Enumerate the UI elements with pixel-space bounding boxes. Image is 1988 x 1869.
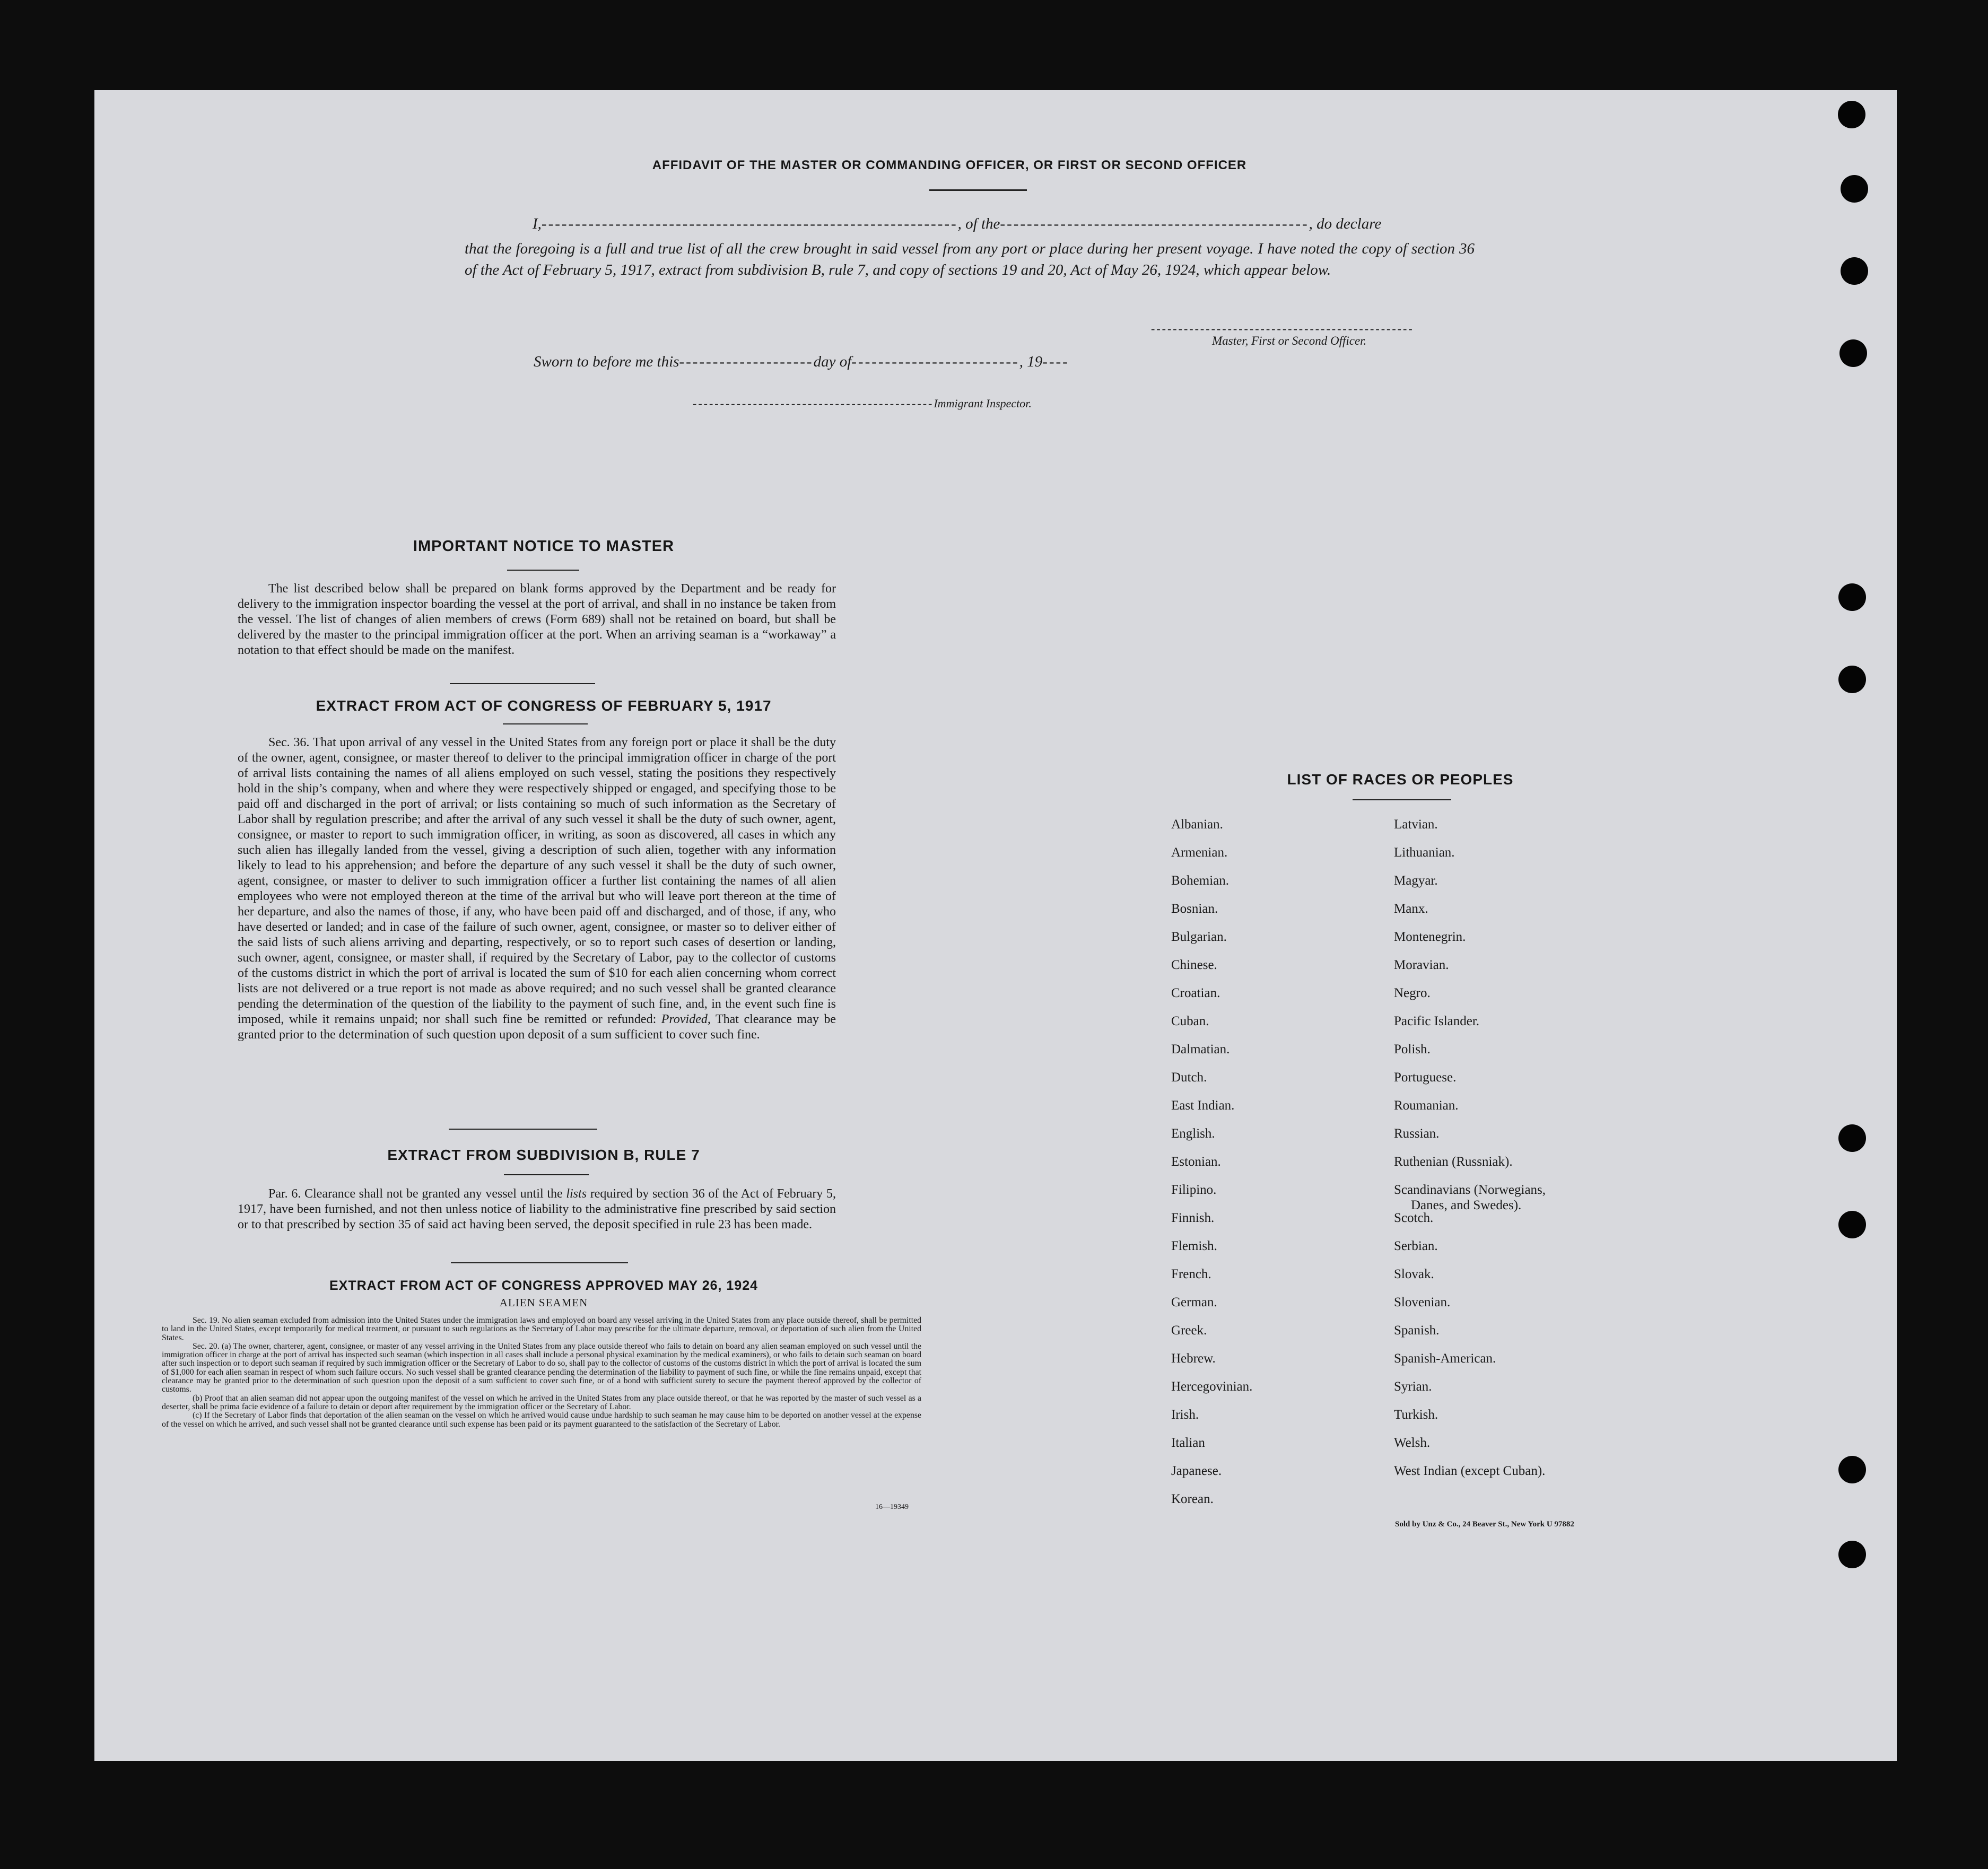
sec-19-text: No alien seaman excluded from admission into the United States under the immigration laws and employed on board any vessel arriving in the United States from any place outside thereof, shall be permitted to land in the United States, except temporarily for medical treatment, or pursuant to such regulations as the Secretary of Labor may prescribe for the ultimate departure, removal, or deportation of such alien from the United States. [162,1316,922,1342]
races-underline [1353,799,1451,800]
race-item: Slovenian. [1394,1295,1451,1309]
vessel-name-blank[interactable]: ---------------------------------------------- [1000,215,1309,232]
binder-hole-9 [1838,1456,1866,1483]
race-item: Japanese. [1171,1464,1222,1478]
race-item: Croatian. [1171,986,1220,1000]
rule-7-body [238,1186,836,1233]
rule-7-text-b: required by section 36 of the Act of February 5, 1917, have been furnished, and not then unless notice of liability to the administrative fine prescribed by said section or to that prescribed by section 35 of said act having been served, the deposit specified in rule 23 has been made. [238,1187,836,1232]
alien-seamen-subtitle: ALIEN SEAMEN [499,1296,588,1309]
sec-36-tail: That clearance may be granted prior to the determination of such question upon deposit of a sum sufficient to cover such fine. [238,1012,836,1042]
race-item: Spanish-American. [1394,1351,1496,1366]
sworn-month-blank[interactable]: ------------------------- [851,353,1019,370]
sworn-label: Sworn to before me this [534,353,679,370]
notice-divider [450,683,595,684]
race-item: Finnish. [1171,1211,1215,1225]
rule-7-divider [451,1262,628,1263]
sec-36-text: That upon arrival of any vessel in the United States from any foreign port or place it shall be the duty of the owner, agent, consignee, or master thereof to deliver to the principal immigration officer in charge of the port of arrival lists containing the names of all aliens employed on such vessel, stating the positions they respectively hold in the ship’s company, when and where they were respectively shipped or engaged, and specifying those to be paid off and discharged in the port of arrival; or lists containing so much of such information as the Secretary of Labor shall by regulation prescribe; and after the arrival of any such vessel it shall be the duty of such owner, agent, consignee, or master to report to such immigration officer, in writing, as soon as discovered, all cases in which any such alien has illegally landed from the vessel, giving a description of such alien, together with any information likely to lead to his apprehension; and before the departure of any such vessel it shall be the duty of such owner, agent, consignee, or master to deliver to such immigration officer a further list containing the names of all alien employees who were not employed thereon at the time of the arrival but who will leave port thereon at the time of her departure, and also the names of those, if any, who have been paid off and discharged, and of those, if any, who have deserted or landed; and in case of the failure of such owner, agent, consignee, or master so to deliver either of the said lists of such aliens arriving and departing, respectively, or so to report such cases of desertion or landing, such owner, agent, consignee, or master shall, if required by the Secretary of Labor, pay to the collector of customs of the customs district in which the port of arrival is located the sum of $10 for each alien concerning whom correct lists are not delivered or a true report is not made as above required; and no such vessel shall be granted clearance pending the determination of the question of the liability to the payment of such fine, and, in the event such fine is imposed, while it remains unpaid; nor shall such fine be remitted or refunded: [238,736,836,1026]
race-item: Serbian. [1394,1239,1438,1253]
race-item: Ruthenian (Russniak). [1394,1155,1513,1169]
extract-1917-underline [503,723,588,724]
race-item: Negro. [1394,986,1431,1000]
rule-7-title: EXTRACT FROM SUBDIVISION B, RULE 7 [387,1147,700,1163]
binder-hole-7 [1838,1124,1866,1152]
day-of-label: day of [813,353,852,370]
binder-hole-1 [1838,101,1865,128]
affidavit-title: AFFIDAVIT OF THE MASTER OR COMMANDING OFFICER, OR FIRST OR SECOND OFFICER [652,158,1247,172]
extract-1917-body [238,735,836,1043]
title-underline [929,189,1027,191]
extract-1917-divider [449,1129,597,1130]
race-item: Chinese. [1171,958,1217,972]
race-item: Lithuanian. [1394,845,1455,860]
of-the-label: , of the [957,215,1000,232]
declarant-name-blank[interactable]: -------------------------------------------------------------- [541,215,958,232]
race-item: German. [1171,1295,1217,1309]
race-item: English. [1171,1126,1215,1141]
race-item: Portuguese. [1394,1070,1457,1085]
binder-hole-8 [1838,1211,1866,1238]
binder-hole-10 [1838,1541,1866,1568]
race-item: Moravian. [1394,958,1449,972]
races-title: LIST OF RACES OR PEOPLES [1287,771,1514,788]
race-item: Albanian. [1171,817,1223,832]
race-item: Hebrew. [1171,1351,1216,1366]
race-item: East Indian. [1171,1098,1235,1113]
printer-imprint: Sold by Unz & Co., 24 Beaver St., New York U 97882 [1395,1520,1574,1529]
rule-7-text-a: Clearance shall not be granted any vessel until the [304,1187,563,1201]
sec-20a-text: (a) The owner, charterer, agent, consignee, or master of any vessel arriving in the United States from any place outside thereof who fails to detain on board any alien seaman employed on such vessel until the immigration officer in charge at the port of arrival has inspected such seaman (which inspection in all cases shall include a personal physical examination by the medical examiners), or who fails to detain such seaman on board after such inspection or to deport such seaman if required by such immigration officer or the Secretary of Labor to do so, shall pay to the collector of customs of the customs district in which the port of arrival is located the sum of $1,000 for each alien seaman in respect of whom such failure occurs. No such vessel shall be granted clearance pending the determination of the liability to payment of such fine, or while the fine remains unpaid, except that clearance may be granted prior to the determination of such question upon the deposit of a sum sufficient to cover such fine, or of a bond with sufficient surety to secure the payment thereof approved by the collector of customs. [162,1341,921,1394]
race-item: Pacific Islander. [1394,1014,1480,1028]
race-item: Cuban. [1171,1014,1209,1028]
race-item: Welsh. [1394,1436,1431,1450]
race-item: Scotch. [1394,1211,1434,1225]
binder-hole-5 [1838,583,1866,611]
sec-19-label: Sec. 19. [193,1316,220,1325]
binder-hole-3 [1841,257,1868,285]
race-item: Dalmatian. [1171,1042,1230,1056]
inspector-line [693,397,1032,411]
race-item: Estonian. [1171,1155,1221,1169]
year-prefix: , 19 [1019,353,1043,370]
binder-hole-4 [1839,339,1867,367]
race-item: Scandinavians (Norwegians, [1394,1183,1546,1197]
race-item: Filipino. [1171,1183,1217,1197]
race-item: Roumanian. [1394,1098,1459,1113]
binder-hole-2 [1841,175,1868,203]
rule-7-underline [504,1174,589,1175]
race-item: Armenian. [1171,845,1228,860]
lists-word: lists [566,1187,587,1201]
race-item: Montenegrin. [1394,930,1466,944]
race-item: Latvian. [1394,817,1438,832]
declaration-line [533,215,1477,233]
provided-word: Provided, [661,1012,711,1026]
race-item: Korean. [1171,1492,1214,1506]
race-item: Slovak. [1394,1267,1434,1281]
declarant-prefix: I, [533,215,542,232]
sworn-line [534,353,1069,371]
inspector-label: Immigrant Inspector. [934,397,1032,410]
race-item: Russian. [1394,1126,1440,1141]
par-6-label: Par. 6. [268,1187,301,1201]
race-item: Polish. [1394,1042,1431,1056]
inspector-signature-blank[interactable]: -------------------------------------------- [693,397,934,410]
notice-body: The list described below shall be prepared on blank forms approved by the Department and be ready for delivery to the immigration inspector boarding the vessel at the port of arrival, and shall in no instance be taken from the vessel. The list of changes of alien members of crews (Form 689) shall not be retained on board, but shall be delivered by the master to the principal immigration officer at the port. When an arriving seaman is a “workaway” a notation to that effect should be made on the manifest. [238,582,836,657]
sec-20c-text: (c) If the Secretary of Labor finds that deportation of the alien seaman on the vessel on which he arrived would cause undue hardship to such seaman he may cause him to be deported on another vessel at the expense of the vessel on which he arrived, and such vessel shall not be granted clearance until such expense has been paid or its payment guaranteed to the satisfaction of the Secretary of Labor. [162,1411,921,1429]
race-item: Magyar. [1394,874,1438,888]
sec-20b-text: (b) Proof that an alien seaman did not appear upon the outgoing manifest of the vessel on which he arrived in the United States from any place outside thereof, or that he was reported by the master of such vessel as a deserter, shall be prima facie evidence of a failure to detain or deport after requirement by the immigration officer or the Secretary of Labor. [162,1393,921,1411]
binder-hole-6 [1838,666,1866,693]
extract-1917-title: EXTRACT FROM ACT OF CONGRESS OF FEBRUARY 5, 1917 [316,697,772,714]
sec-20-label: Sec. 20. [193,1341,220,1351]
race-item: Turkish. [1394,1408,1438,1422]
race-item: Syrian. [1394,1379,1432,1394]
race-item: Irish. [1171,1408,1199,1422]
form-number: 16—19349 [875,1503,909,1511]
sec-36-label: Sec. 36. [268,736,310,749]
race-item: Manx. [1394,902,1428,916]
race-item: Bosnian. [1171,902,1218,916]
race-item: Bohemian. [1171,874,1230,888]
notice-title: IMPORTANT NOTICE TO MASTER [413,538,675,555]
declaration-body: that the foregoing is a full and true list of all the crew brought in said vessel from any port or place during her present voyage. I have noted the copy of section 36 of the Act of February 5, 1917, extract from subdivision B, rule 7, and copy of sections 19 and 20, Act of May 26, 1924, which appear below. [465,240,1475,278]
master-signature-label: Master, First or Second Officer. [1212,334,1367,347]
race-item: Dutch. [1171,1070,1207,1085]
extract-1924-body [162,1316,921,1429]
race-item: Hercegovinian. [1171,1379,1253,1394]
race-item: Spanish. [1394,1323,1440,1338]
race-item: Flemish. [1171,1239,1217,1253]
race-item: Bulgarian. [1171,930,1227,944]
race-item: Danes, and Swedes). [1411,1198,1522,1212]
master-signature-line[interactable]: ------------------------------------------------ [1151,322,1414,335]
do-declare-label: , do declare [1309,215,1382,232]
notice-underline [507,570,579,571]
sworn-year-blank[interactable]: ---- [1042,353,1069,370]
extract-1924-title: EXTRACT FROM ACT OF CONGRESS APPROVED MAY 26, 1924 [329,1278,758,1293]
sworn-day-blank[interactable]: -------------------- [679,353,814,370]
race-item: Italian [1171,1436,1205,1450]
race-item: Greek. [1171,1323,1207,1338]
race-item: West Indian (except Cuban). [1394,1464,1546,1478]
race-item: French. [1171,1267,1211,1281]
